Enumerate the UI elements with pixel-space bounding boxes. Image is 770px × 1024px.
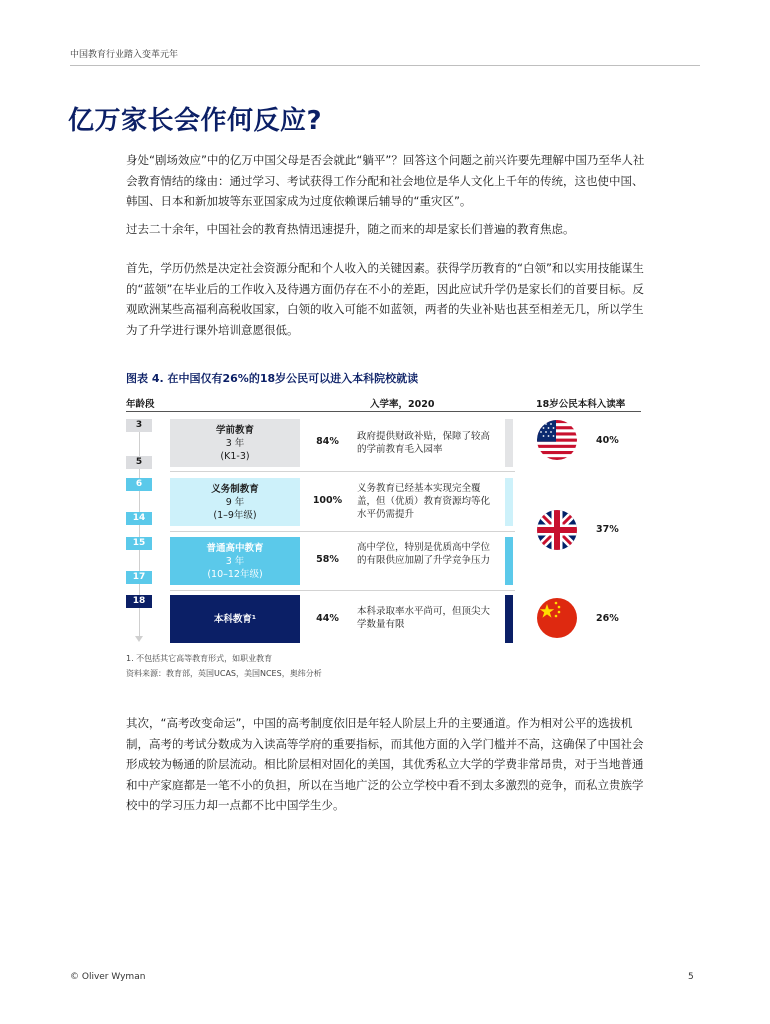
stage-preschool (170, 419, 300, 467)
stage-grades: (K1-3) (220, 450, 250, 462)
age-label-18: 18 (126, 595, 152, 608)
rate-bar-preschool (505, 419, 513, 467)
age-label-17: 17 (126, 571, 152, 584)
note-high-school: 高中学位，特别是优质高中学位的有限供应加剧了升学竞争压力 (357, 542, 491, 566)
stage-grades: (10–12年级) (207, 568, 263, 580)
stage-years: 3 年 (225, 555, 245, 567)
age-label-14: 14 (126, 512, 152, 525)
age-label-5: 5 (126, 456, 152, 469)
rate-high-school: 58% (316, 554, 339, 565)
note-undergraduate: 本科录取率水平尚可，但顶尖大学数量有限 (357, 606, 491, 630)
row-separator (170, 590, 515, 591)
header-rule (70, 65, 700, 66)
col-head-country: 18岁公民本科入读率 (536, 399, 626, 410)
stage-undergraduate (170, 595, 300, 643)
paragraph-4: 其次，“高考改变命运”，中国的高考制度依旧是年轻人阶层上升的主要通道。作为相对公平的选拔机制，高考的考试分数成为入读高等学府的重要指标，而其他方面的入学门槛并不高，这确保了中国社会形成较为畅通的阶层流动。相比阶层相对固化的美国，其优秀私立大学的学费非常昂贵，对于当地普通和中产家庭都是一笔不小的负担，所以在当地广泛的公立学校中看不到太多激烈的竞争，而私立贵族学校中的学习压力却一点都不比中国学生少。 (126, 716, 644, 812)
country-rate-uk: 37% (596, 524, 619, 535)
age-label-6: 6 (126, 478, 152, 491)
country-rate-china: 26% (596, 613, 619, 624)
page-title: 亿万家长会作何反应? (68, 106, 323, 136)
stage-name: 学前教育 (215, 424, 254, 436)
rate-bar-high-school (505, 537, 513, 585)
rate-bar-undergraduate (505, 595, 513, 643)
row-separator (170, 531, 515, 532)
stage-name: 本科教育¹ (213, 613, 257, 625)
paragraph-1: 身处“剧场效应”中的亿万中国父母是否会就此“躺平”？回答这个问题之前兴许要先理解中国乃至华人社会教育情结的缘由：通过学习、考试获得工作分配和社会地位是华人文化上千年的传统，这也使中国、韩国、日本和新加坡等东亚国家成为过度依赖课后辅导的“重灾区”。 (126, 153, 645, 208)
note-preschool: 政府提供财政补贴，保障了较高的学前教育毛入园率 (357, 431, 491, 455)
paragraph-2: 过去二十余年，中国社会的教育热情迅速提升，随之而来的却是家长们普遍的教育焦虑。 (126, 222, 575, 236)
figure-source: 资料来源：教育部，英国UCAS，美国NCES，奥纬分析 (126, 669, 322, 678)
stage-name: 义务制教育 (211, 483, 259, 495)
rate-undergraduate: 44% (316, 613, 339, 624)
paragraph-3: 首先，学历仍然是决定社会资源分配和个人收入的关键因素。获得学历教育的“白领”和以实用技能谋生的“蓝领”在毕业后的工作收入及待遇方面仍存在不小的差距，因此应试升学仍是家长们的首要目标。反观欧洲某些高福利高税收国家，白领的收入可能不如蓝领，两者的失业补贴也甚至相差无几，所以学生为了升学进行课外培训意愿很低。 (126, 261, 644, 337)
age-label-15: 15 (126, 537, 152, 550)
figure-footnote: 1. 不包括其它高等教育形式，如职业教育 (126, 654, 273, 663)
stage-grades: (1–9年级) (213, 509, 257, 521)
note-compulsory: 义务教育已经基本实现完全覆盖，但（优质）教育资源均等化水平仍需提升 (357, 483, 491, 520)
col-head-age: 年龄段 (126, 399, 155, 410)
country-rate-us: 40% (596, 435, 619, 446)
stage-name: 普通高中教育 (206, 542, 264, 554)
stage-years: 9 年 (225, 496, 245, 508)
china-flag-icon (537, 598, 577, 638)
age-axis-arrow (135, 636, 143, 642)
rate-preschool: 84% (316, 436, 339, 447)
stage-years: 3 年 (225, 437, 245, 449)
rate-compulsory: 100% (312, 495, 343, 506)
page-number: 5 (688, 972, 694, 982)
stage-high-school (170, 537, 300, 585)
age-label-3: 3 (126, 419, 152, 432)
running-header: 中国教育行业踏入变革元年 (70, 50, 179, 60)
rate-bar-compulsory (505, 478, 513, 526)
column-header-rule (126, 411, 641, 412)
figure-title: 图表 4. 在中国仅有26%的18岁公民可以进入本科院校就读 (126, 372, 419, 385)
us-flag-icon (537, 420, 577, 460)
uk-flag-icon (537, 510, 577, 550)
footer-copyright: © Oliver Wyman (70, 972, 146, 982)
stage-compulsory (170, 478, 300, 526)
row-separator (170, 471, 515, 472)
col-head-rate: 入学率，2020 (370, 399, 435, 410)
